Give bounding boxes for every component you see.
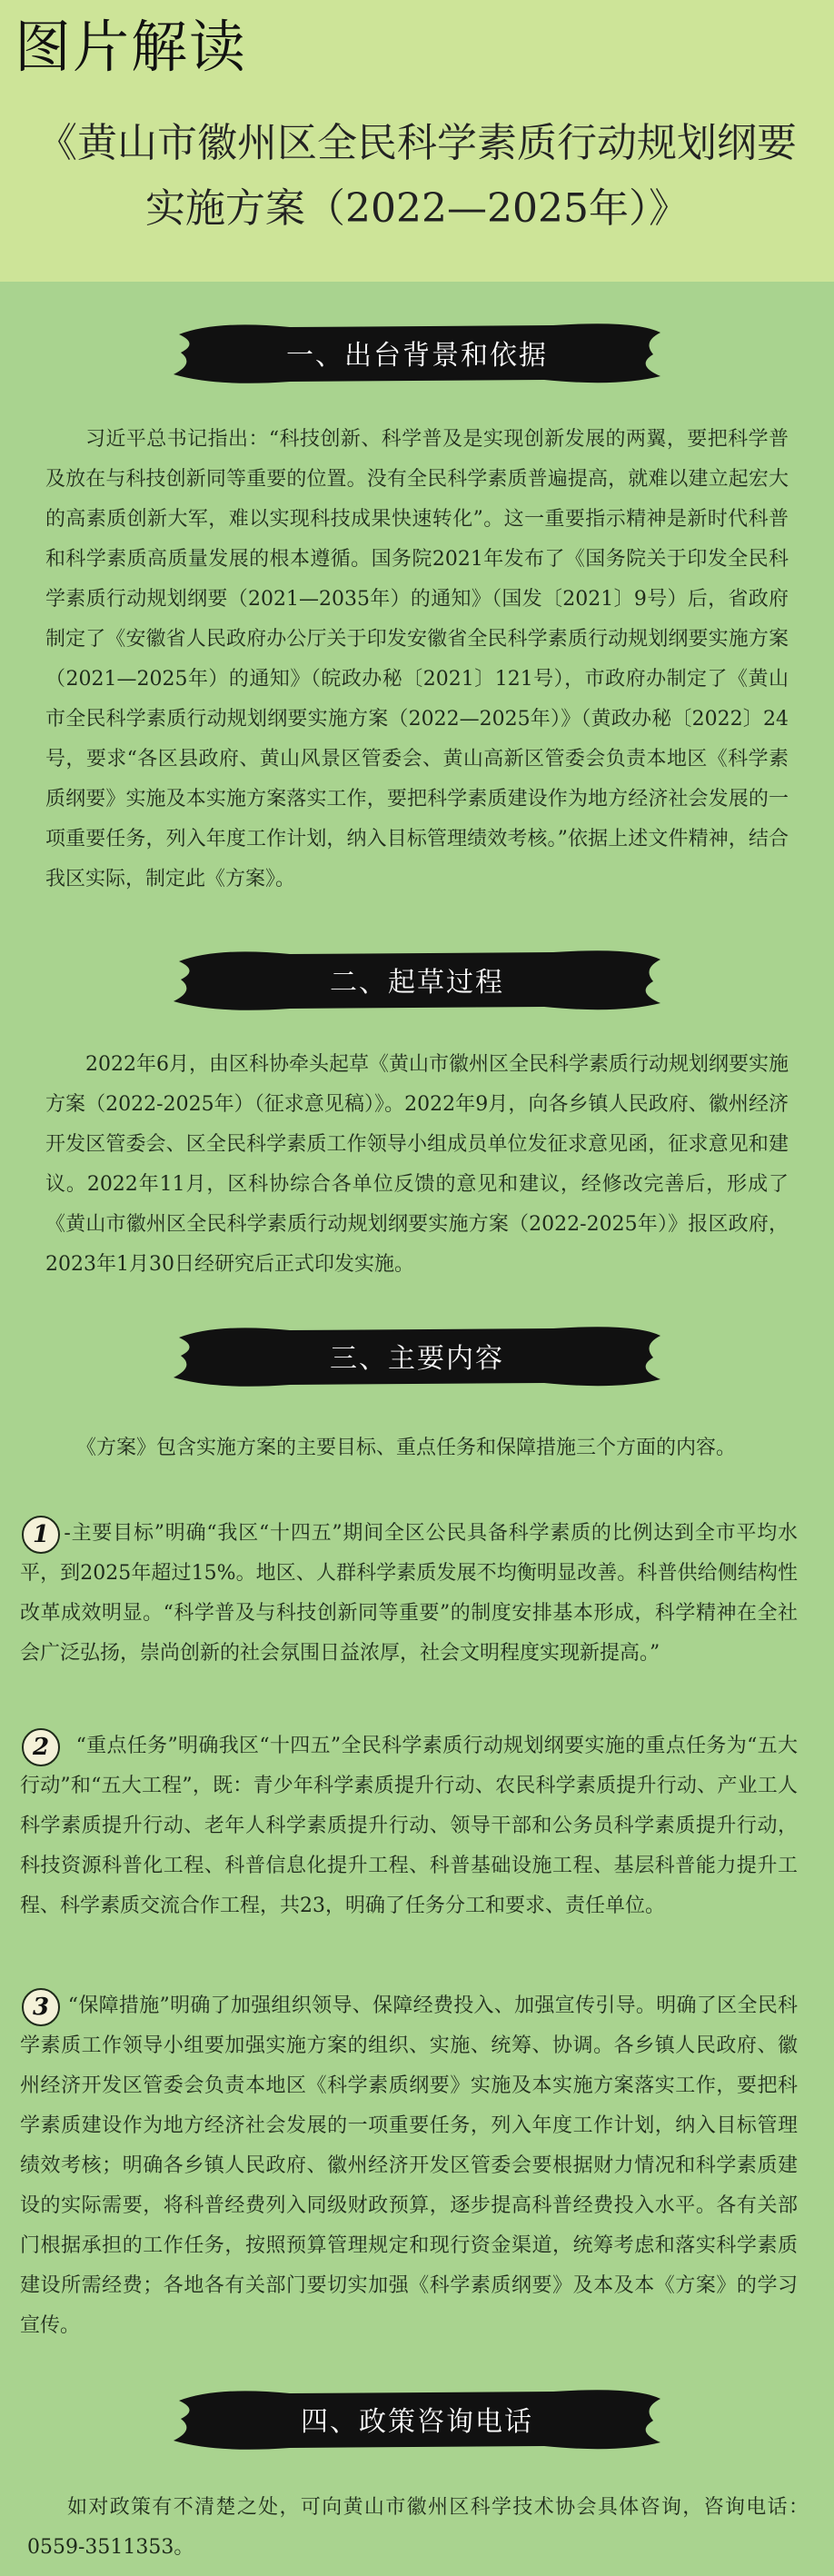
number-badge (20, 1986, 62, 2028)
number-badge (20, 1514, 62, 1556)
title-line-2: 实施方案（2022—2025年）》 (145, 185, 689, 232)
content-intro: 《方案》包含实施方案的主要目标、重点任务和保障措施三个方面的内容。 (76, 1437, 737, 1459)
section-heading-drafting: 二、起草过程 (330, 967, 504, 999)
item-number: 2 (32, 1734, 50, 1761)
background-paragraph: 习近平总书记指出：“科技创新、科学普及是实现创新发展的两翼，要把科学普及放在与科技创新同等重要的位置。没有全民科学素质普遍提高，就难以建立起宏大的高素质创新大军，难以实现科技成果快速转化”。这一重要指示精神是新时代科普和科学素质高质量发展的根本遵循。国务院2021年发布了《国务院关于印发全民科学素质行动规划纲要（2021—2035年）的通知》（国发〔2021〕9号）后，省政府制定了《安徽省人民政府办公厅关于印发安徽省全民科学素质行动规划纲要实施方案（2021—2025年）的通知》（皖政办秘〔2021〕121号），市政府办制定了《黄山市全民科学素质行动规划纲要实施方案（2022—2025年）》（黄政办秘〔2022〕24号，要求“各区县政府、黄山风景区管委会、黄山高新区管委会负责本地区《科学素质纲要》实施及本实施方案落实工作，要把科学素质建设作为地方经济社会发展的一项重要任务，列入年度工作计划，纳入目标管理绩效考核。”依据上述文件精神，结合我区实际，制定此《方案》。 (45, 428, 789, 890)
section-banner-content (163, 1318, 671, 1394)
section-banner-drafting (163, 941, 671, 1018)
page-header (0, 0, 834, 282)
section-banner-background (163, 314, 671, 391)
item-number: 3 (32, 1994, 50, 2021)
item-text: -主要目标”明确“我区“十四五”期间全区公民具备科学素质的比例达到全市平均水平，到2025年超过15%。地区、人群科学素质发展不均衡明显改善。科普供给侧结构性改革成效明显。“科学普及与科技创新同等重要”的制度安排基本形成，科学精神在全社会广泛弘扬，崇尚创新的社会氛围日益浓厚，社会文明程度实现新提高。” (20, 1522, 798, 1665)
section-heading-content: 三、主要内容 (330, 1343, 504, 1375)
header-label: 图片解读 (15, 14, 248, 80)
document-title (36, 111, 798, 242)
content-item-3 (20, 1986, 798, 2346)
section-heading-background: 一、出台背景和依据 (286, 340, 548, 372)
item-text: “保障措施”明确了加强组织领导、保障经费投入、加强宣传引导。明确了区全民科学素质工作领导小组要加强实施方案的组织、实施、统筹、协调。各乡镇人民政府、徽州经济开发区管委会负责本地区《科学素质纲要》实施及本实施方案落实工作，要把科学素质建设作为地方经济社会发展的一项重要任务，列入年度工作计划，纳入目标管理绩效考核；明确各乡镇人民政府、徽州经济开发区管委会要根据财力情况和科学素质建设的实际需要，将科普经费列入同级财政预算，逐步提高科普经费投入水平。各有关部门根据承担的工作任务，按照预算管理规定和现行资金渠道，统筹考虑和落实科学素质建设所需经费；各地各有关部门要切实加强《科学素质纲要》及本及本《方案》的学习宣传。 (20, 1994, 798, 2337)
number-badge (20, 1726, 62, 1768)
content-item-2 (20, 1726, 798, 1926)
item-text: “重点任务”明确我区“十四五”全民科学素质行动规划纲要实施的重点任务为“五大行动”和“五大工程”，既：青少年科学素质提升行动、农民科学素质提升行动、产业工人科学素质提升行动、老年人科学素质提升行动、领导干部和公务员科学素质提升行动，科技资源科普化工程、科普信息化提升工程、科普基础设施工程、基层科普能力提升工程、科学素质交流合作工程，共23，明确了任务分工和要求、责任单位。 (20, 1735, 798, 1917)
drafting-paragraph: 2022年6月，由区科协牵头起草《黄山市徽州区全民科学素质行动规划纲要实施方案（2022-2025年）（征求意见稿）》。2022年9月，向各乡镇人民政府、徽州经济开发区管委会、区全民科学素质工作领导小组成员单位发征求意见函，征求意见和建议。2022年11月，区科协综合各单位反馈的意见和建议，经修改完善后，形成了《黄山市徽州区全民科学素质行动规划纲要实施方案（2022-2025年）》报区政府，2023年1月30日经研究后正式印发实施。 (45, 1053, 789, 1276)
item-number: 1 (32, 1521, 50, 1548)
title-line-1: 《黄山市徽州区全民科学素质行动规划纲要 (37, 120, 797, 166)
section-heading-contact: 四、政策咨询电话 (301, 2406, 533, 2438)
contact-paragraph: 如对政策有不清楚之处，可向黄山市徽州区科学技术协会具体咨询，咨询电话：0559-3511353。 (27, 2496, 809, 2559)
section-banner-contact (163, 2381, 671, 2457)
content-item-1 (20, 1514, 798, 1674)
